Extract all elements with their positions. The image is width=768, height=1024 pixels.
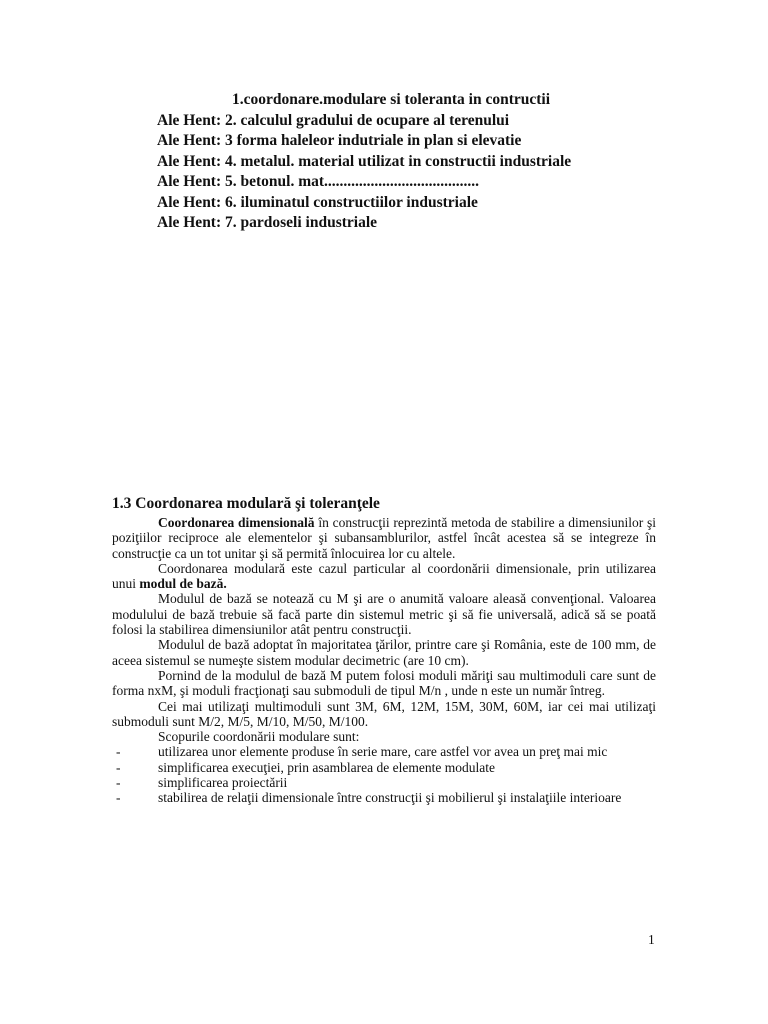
bullet-dash: - (116, 759, 121, 775)
paragraph-2 (112, 561, 656, 592)
bullet-dash: - (116, 775, 121, 791)
toc-line-2: Ale Hent: 2. calculul gradului de ocupare al terenului (157, 111, 510, 129)
list-item (112, 775, 656, 790)
toc-line-3: Ale Hent: 3 forma haleleor indutriale in plan si elevatie (157, 132, 522, 149)
section-heading: 1.3 Coordonarea modulară şi toleranţele (112, 495, 380, 512)
toc-line-6: Ale Hent: 6. iluminatul constructiilor industriale (157, 193, 478, 211)
list-item-text: utilizarea unor elemente produse în serie mare, care astfel vor avea un preţ mai mic (158, 744, 608, 760)
paragraph-7: Scopurile coordonării modulare sunt: (158, 729, 360, 745)
paragraph-2-bold: modul de bază. (139, 576, 227, 592)
page-number: 1 (648, 932, 655, 947)
list-item (112, 760, 656, 775)
section-body (112, 515, 656, 806)
bullet-dash: - (116, 744, 121, 760)
paragraph-1-bold: Coordonarea dimensională (158, 515, 315, 530)
paragraph-4: Modulul de bază adoptat în majoritatea ţărilor, printre care şi România, este de 100 mm, de aceea sistemul se numeşte sistem modular decimetric (are 10 cm). (112, 637, 656, 668)
bullet-dash: - (116, 790, 121, 806)
list-item-text: stabilirea de relaţii dimensionale între construcţii şi mobilierul şi instalaţiile interioare (158, 790, 622, 806)
paragraph-5: Pornind de la modulul de bază M putem folosi moduli măriţi sau multimoduli care sunt de forma nxM, şi moduli fracţionaţi sau submoduli de tipul M/n , unde n este un număr întreg. (112, 667, 656, 699)
toc-line-5: Ale Hent: 5. betonul. mat........................................ (157, 173, 480, 190)
paragraph-3: Modulul de bază se notează cu M şi are o anumită valoare aleasă convenţional. Valoarea modulului de bază trebuie să facă parte din sistemul metric şi să fie universală, adică să se poată folosi la stabilirea dimensiunilor atât pentru construcţii. (112, 591, 656, 638)
paragraph-6: Cei mai utilizaţi multimoduli sunt 3M, 6M, 12M, 15M, 30M, 60M, iar cei mai utilizaţi submoduli sunt M/2, M/5, M/10, M/50, M/100. (112, 698, 656, 729)
list-item-text: simplificarea execuţiei, prin asamblarea de elemente modulate (158, 759, 495, 775)
toc-line-1: 1.coordonare.modulare si toleranta in contructii (232, 91, 551, 108)
toc-line-4: Ale Hent: 4. metalul. material utilizat in constructii industriale (157, 152, 572, 170)
list-item (112, 744, 656, 759)
list-item-text: simplificarea proiectării (158, 775, 288, 791)
paragraph-1 (112, 515, 656, 561)
list-item (112, 790, 656, 805)
paragraph-2-text: Coordonarea modulară este cazul particular al coordonării dimensionale, prin utilizarea unui (112, 560, 656, 592)
table-of-contents (157, 90, 717, 234)
toc-line-7: Ale Hent: 7. pardoseli industriale (157, 214, 378, 231)
purposes-list (112, 744, 656, 805)
paragraph-1-text: în construcţii reprezintă metoda de stabilire a dimensiunilor şi poziţiilor reciproce ale elementelor şi subansamblurilor, astfel încât acestea să se integreze în construcţie ca un tot unitar şi să permită înlocuirea lor cu altele. (112, 515, 657, 561)
